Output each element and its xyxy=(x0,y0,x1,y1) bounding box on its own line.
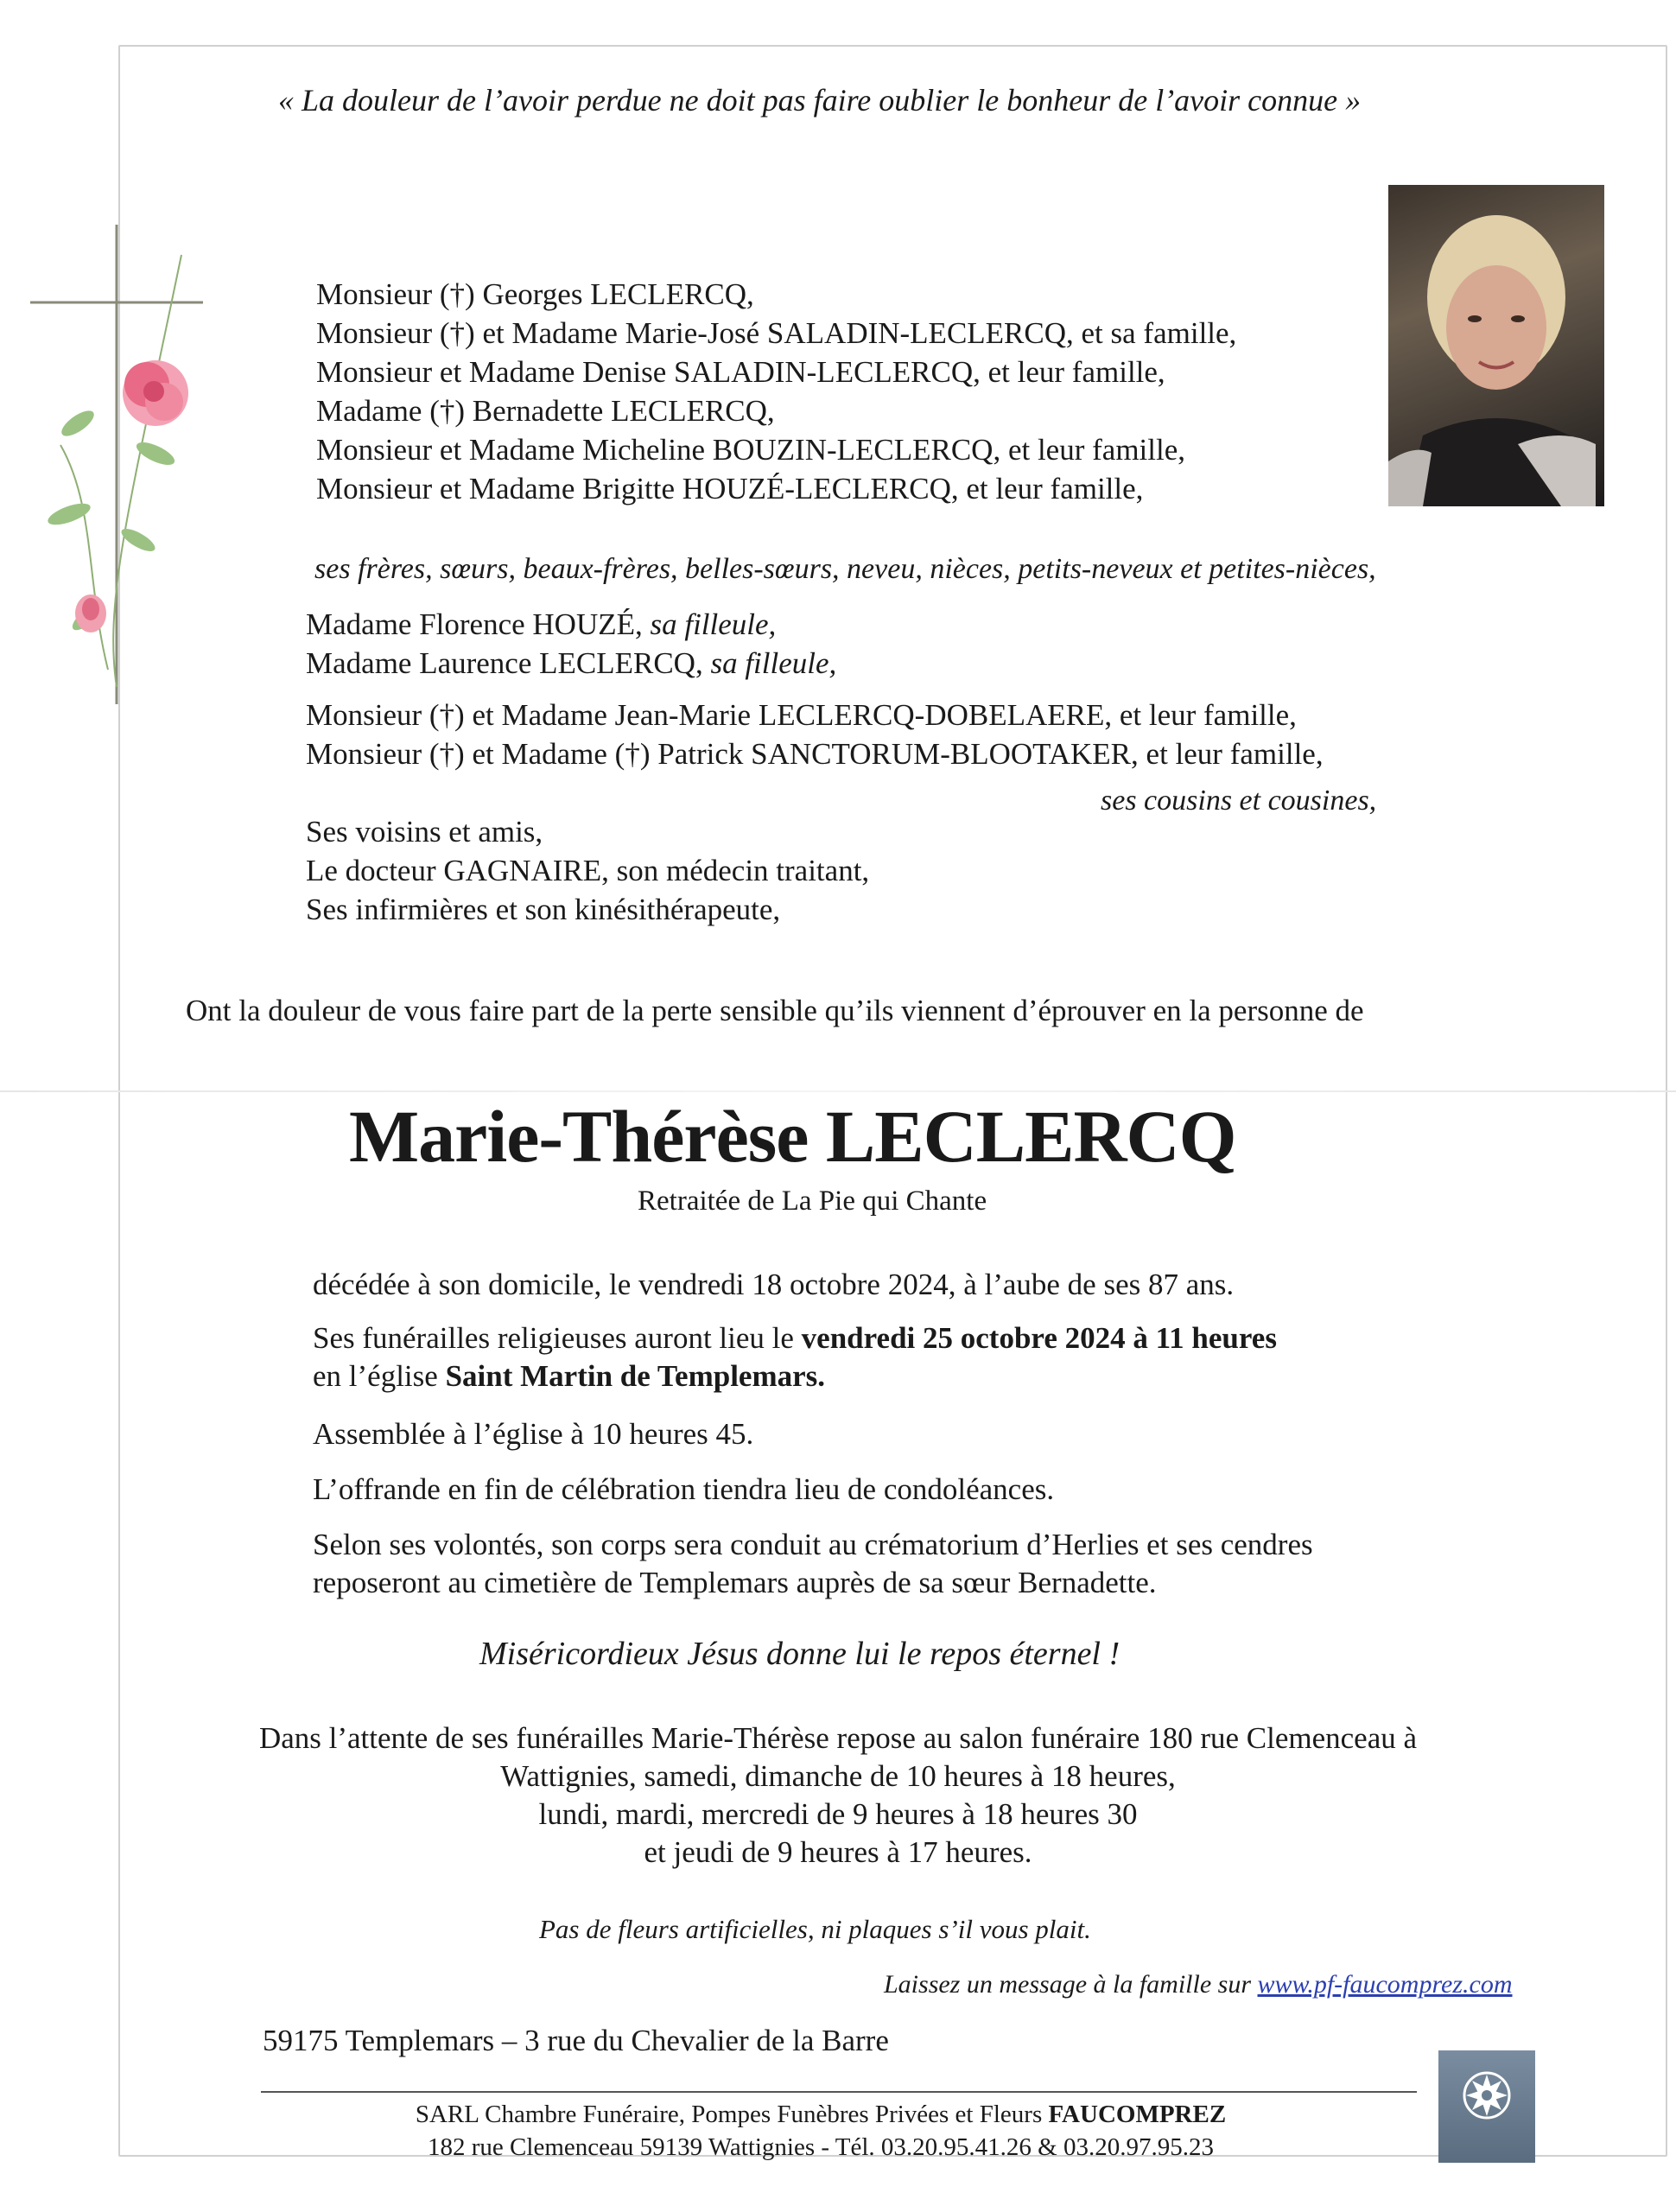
footer xyxy=(311,2098,1330,2164)
prayer-line: Miséricordieux Jésus donne lui le repos éternel ! xyxy=(479,1636,1121,1672)
family-line: Monsieur et Madame Micheline BOUZIN-LECLERCQ, et leur famille, xyxy=(316,433,1185,467)
announcement-line: Ont la douleur de vous faire part de la perte sensible qu’ils viennent d’éprouver en la personne de xyxy=(186,994,1364,1027)
cremation-line: Selon ses volontés, son corps sera conduit au crématorium d’Herlies et ses cendres xyxy=(313,1528,1313,1561)
goddaughter-role: sa filleule, xyxy=(710,646,837,680)
funeral-line xyxy=(313,1319,1277,1357)
church-line xyxy=(313,1357,825,1395)
other-line: Ses voisins et amis, xyxy=(306,815,543,849)
portrait-photo xyxy=(1388,185,1604,506)
fold-line xyxy=(0,1090,1676,1092)
funeral-intro: Ses funérailles religieuses auront lieu le xyxy=(313,1321,802,1355)
cousin-line: Monsieur (†) et Madame (†) Patrick SANCTORUM-BLOOTAKER, et leur famille, xyxy=(306,737,1324,771)
footer-company-name: FAUCOMPREZ xyxy=(1048,2101,1227,2128)
opening-quote: « La douleur de l’avoir perdue ne doit pas faire oublier le bonheur de l’avoir connue » xyxy=(278,83,1362,118)
other-line: Le docteur GAGNAIRE, son médecin traitant, xyxy=(306,854,870,887)
cross-flower-decoration xyxy=(26,220,233,713)
funeral-date: vendredi 25 octobre 2024 à 11 heures xyxy=(801,1321,1277,1355)
family-line: Monsieur et Madame Brigitte HOUZÉ-LECLERCQ, et leur famille, xyxy=(316,472,1144,505)
goddaughter-name: Madame Laurence LECLERCQ, xyxy=(306,646,703,680)
goddaughter-role: sa filleule, xyxy=(650,607,777,641)
death-line: décédée à son domicile, le vendredi 18 octobre 2024, à l’aube de ses 87 ans. xyxy=(313,1268,1235,1301)
family-list xyxy=(316,275,1236,508)
company-logo xyxy=(1438,2050,1535,2163)
wake-line: lundi, mardi, mercredi de 9 heures à 18 heures 30 xyxy=(538,1797,1138,1831)
family-line: Monsieur et Madame Denise SALADIN-LECLERCQ, et leur famille, xyxy=(316,355,1165,389)
deceased-name: Marie-Thérèse LECLERCQ xyxy=(349,1095,1236,1178)
website-link[interactable]: www.pf-faucomprez.com xyxy=(1257,1970,1513,1999)
others-list xyxy=(306,812,869,929)
offering-line: L’offrande en fin de célébration tiendra lieu de condoléances. xyxy=(313,1472,1055,1506)
other-line: Ses infirmières et son kinésithérapeute, xyxy=(306,893,781,926)
cremation-line: reposeront au cimetière de Templemars auprès de sa sœur Bernadette. xyxy=(313,1566,1157,1599)
wake-paragraph xyxy=(173,1719,1503,1872)
wake-line: et jeudi de 9 heures à 17 heures. xyxy=(644,1835,1032,1869)
assembly-line: Assemblée à l’église à 10 heures 45. xyxy=(313,1417,754,1451)
family-address: 59175 Templemars – 3 rue du Chevalier de la Barre xyxy=(263,2024,889,2057)
footer-company-line xyxy=(311,2098,1330,2131)
footer-divider xyxy=(261,2091,1417,2093)
goddaughter-line xyxy=(306,605,836,644)
church-name: Saint Martin de Templemars. xyxy=(445,1359,826,1393)
deceased-subtitle: Retraitée de La Pie qui Chante xyxy=(638,1185,987,1217)
no-flowers-note: Pas de fleurs artificielles, ni plaques s’il vous plait. xyxy=(539,1914,1091,1944)
goddaughter-name: Madame Florence HOUZÉ, xyxy=(306,607,643,641)
message-intro: Laissez un message à la famille sur xyxy=(884,1970,1258,1999)
goddaughters-list xyxy=(306,605,836,683)
cousins-label: ses cousins et cousines, xyxy=(1101,785,1377,817)
cousins-list xyxy=(306,696,1324,773)
message-line xyxy=(884,1970,1513,1999)
church-intro: en l’église xyxy=(313,1359,446,1393)
wake-line: Wattignies, samedi, dimanche de 10 heures à 18 heures, xyxy=(500,1759,1176,1793)
logo-star-icon xyxy=(1457,2066,1516,2125)
footer-company-intro: SARL Chambre Funéraire, Pompes Funèbres Privées et Fleurs xyxy=(415,2101,1049,2128)
family-line: Madame (†) Bernadette LECLERCQ, xyxy=(316,394,775,428)
rose-bud xyxy=(75,594,106,632)
rose-flower xyxy=(123,360,188,426)
siblings-line: ses frères, sœurs, beaux-frères, belles-sœurs, neveu, nièces, petits-neveux et petites-nièces, xyxy=(314,553,1376,585)
cousin-line: Monsieur (†) et Madame Jean-Marie LECLERCQ-DOBELAERE, et leur famille, xyxy=(306,698,1297,732)
wake-line: Dans l’attente de ses funérailles Marie-Thérèse repose au salon funéraire 180 rue Clemenceau à xyxy=(258,1721,1418,1755)
footer-address: 182 rue Clemenceau 59139 Wattignies - Tél. 03.20.95.41.26 & 03.20.97.95.23 xyxy=(428,2133,1214,2161)
family-line: Monsieur (†) et Madame Marie-José SALADIN-LECLERCQ, et sa famille, xyxy=(316,316,1237,350)
family-line: Monsieur (†) Georges LECLERCQ, xyxy=(316,277,754,311)
goddaughter-line xyxy=(306,644,836,683)
